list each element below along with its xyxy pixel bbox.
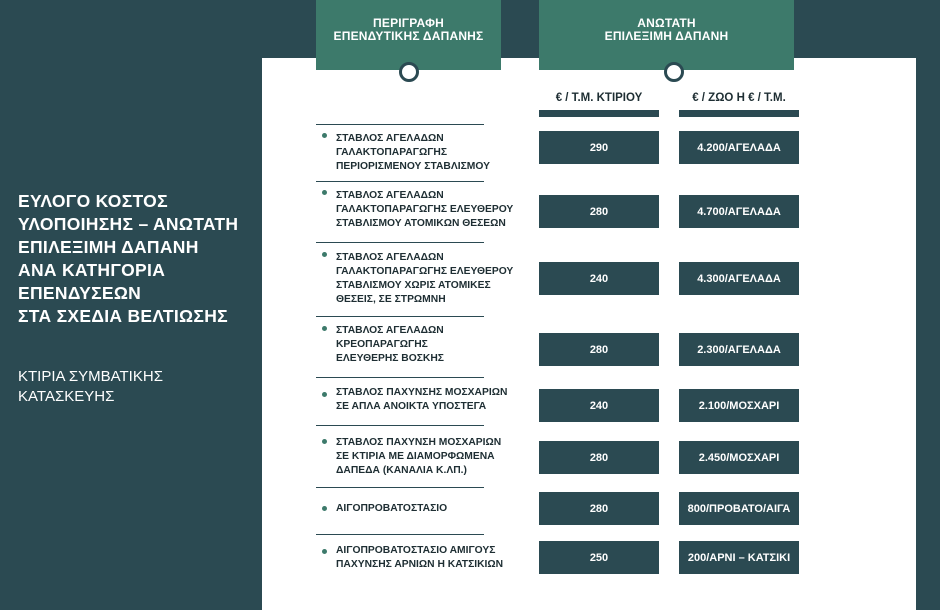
value-per-sqm: 280: [539, 441, 659, 474]
value-per-animal: 2.300/ΑΓΕΛΑΔΑ: [679, 333, 799, 366]
row-description: [316, 489, 506, 529]
value-per-sqm: 240: [539, 389, 659, 422]
header-knob-right-icon: [664, 62, 684, 82]
title-line: ΕΠΕΝΔΥΣΕΩΝ: [18, 283, 142, 303]
column-header-per-sqm: € / Τ.Μ. ΚΤΙΡΙΟΥ: [555, 92, 643, 104]
column-header-per-animal: € / ΖΩΟ Η € / Τ.Μ.: [692, 92, 786, 104]
value-per-sqm: 290: [539, 131, 659, 164]
row-description: [316, 318, 506, 372]
desc-line: ΣΤΑΒΛΟΣ ΑΓΕΛΑΔΩΝ: [336, 252, 444, 263]
page-title: [18, 190, 258, 328]
title-line: ΑΝΑ ΚΑΤΗΓΟΡΙΑ: [18, 260, 166, 280]
value-per-animal: 4.200/ΑΓΕΛΑΔΑ: [679, 131, 799, 164]
value-per-sqm: 240: [539, 262, 659, 295]
row-separator: [316, 242, 484, 243]
column-divider: [539, 110, 659, 117]
value-per-animal: 200/ΑΡΝΙ – ΚΑΤΣΙΚΙ: [679, 541, 799, 574]
row-separator: [316, 377, 484, 378]
row-separator: [316, 124, 484, 125]
value-per-animal: 2.100/ΜΟΣΧΑΡΙ: [679, 389, 799, 422]
row-description: [316, 430, 506, 484]
value-per-animal: 2.450/ΜΟΣΧΑΡΙ: [679, 441, 799, 474]
desc-line: ΣΤΑΒΛΙΣΜΟΥ ΑΤΟΜΙΚΩΝ ΘΕΣΕΩΝ: [336, 218, 506, 229]
desc-line: ΔΑΠΕΔΑ (ΚΑΝΑΛΙΑ Κ.ΛΠ.): [336, 465, 467, 476]
header-description-line-2: ΕΠΕΝΔΥΤΙΚΗΣ ΔΑΠΑΝΗΣ: [333, 29, 484, 43]
desc-line: ΓΑΛΑΚΤΟΠΑΡΑΓΩΓΗΣ ΕΛΕΥΘΕΡΟΥ: [336, 204, 514, 215]
header-knob-left-icon: [399, 62, 419, 82]
title-line: ΣΤΑ ΣΧΕΔΙΑ ΒΕΛΤΙΩΣΗΣ: [18, 306, 228, 326]
value-per-sqm: 280: [539, 492, 659, 525]
value-per-sqm: 280: [539, 195, 659, 228]
subtitle-line: ΚΤΙΡΙΑ ΣΥΜΒΑΤΙΚΗΣ: [18, 368, 163, 385]
subtitle-line: ΚΑΤΑΣΚΕΥΗΣ: [18, 388, 115, 405]
desc-line: ΣΕ ΑΠΛΑ ΑΝΟΙΚΤΑ ΥΠΟΣΤΕΓΑ: [336, 401, 487, 412]
desc-line: ΠΑΧΥΝΣΗΣ ΑΡΝΙΩΝ Η ΚΑΤΣΙΚΙΩΝ: [336, 559, 504, 570]
row-description: [316, 379, 506, 421]
value-per-animal: 800/ΠΡΟΒΑΤΟ/ΑΙΓΑ: [679, 492, 799, 525]
row-separator: [316, 487, 484, 488]
header-max-expense-line-1: ΑΝΩΤΑΤΗ: [637, 16, 696, 30]
row-description: [316, 126, 506, 180]
desc-line: ΣΤΑΒΛΟΣ ΑΓΕΛΑΔΩΝ: [336, 190, 444, 201]
header-description: [316, 0, 501, 70]
desc-line: ΑΙΓΟΠΡΟΒΑΤΟΣΤΑΣΙΟ: [336, 503, 448, 514]
row-description: [316, 183, 514, 237]
row-description: [316, 538, 506, 578]
header-max-expense: [539, 0, 794, 70]
column-divider: [679, 110, 799, 117]
title-line: ΕΠΙΛΕΞΙΜΗ ΔΑΠΑΝΗ: [18, 237, 199, 257]
title-line: ΥΛΟΠΟΙΗΣΗΣ – ΑΝΩΤΑΤΗ: [18, 214, 239, 234]
desc-line: ΣΤΑΒΛΟΣ ΑΓΕΛΑΔΩΝ: [336, 133, 444, 144]
desc-line: ΚΡΕΟΠΑΡΑΓΩΓΗΣ: [336, 339, 428, 350]
desc-line: ΓΑΛΑΚΤΟΠΑΡΑΓΩΓΗΣ: [336, 147, 448, 158]
row-separator: [316, 534, 484, 535]
value-per-animal: 4.700/ΑΓΕΛΑΔΑ: [679, 195, 799, 228]
desc-line: ΘΕΣΕΙΣ, ΣΕ ΣΤΡΩΜΝΗ: [336, 294, 446, 305]
desc-line: ΑΙΓΟΠΡΟΒΑΤΟΣΤΑΣΙΟ ΑΜΙΓΟΥΣ: [336, 545, 496, 556]
desc-line: ΣΤΑΒΛΟΣ ΠΑΧΥΝΣΗΣ ΜΟΣΧΑΡΙΩΝ: [336, 387, 508, 398]
row-separator: [316, 181, 484, 182]
title-line: ΕΥΛΟΓΟ ΚΟΣΤΟΣ: [18, 191, 168, 211]
value-per-sqm: 250: [539, 541, 659, 574]
desc-line: ΣΕ ΚΤΙΡΙΑ ΜΕ ΔΙΑΜΟΡΦΩΜΕΝΑ: [336, 451, 495, 462]
row-description: [316, 244, 514, 314]
desc-line: ΓΑΛΑΚΤΟΠΑΡΑΓΩΓΗΣ ΕΛΕΥΘΕΡΟΥ: [336, 266, 514, 277]
page-subtitle: [18, 367, 258, 407]
desc-line: ΠΕΡΙΟΡΙΣΜΕΝΟΥ ΣΤΑΒΛΙΣΜΟΥ: [336, 161, 490, 172]
row-separator: [316, 316, 484, 317]
desc-line: ΣΤΑΒΛΙΣΜΟΥ ΧΩΡΙΣ ΑΤΟΜΙΚΕΣ: [336, 280, 491, 291]
row-separator: [316, 425, 484, 426]
header-description-line-1: ΠΕΡΙΓΡΑΦΗ: [373, 16, 444, 30]
value-per-sqm: 280: [539, 333, 659, 366]
header-max-expense-line-2: ΕΠΙΛΕΞΙΜΗ ΔΑΠΑΝΗ: [604, 29, 729, 43]
desc-line: ΕΛΕΥΘΕΡΗΣ ΒΟΣΚΗΣ: [336, 353, 444, 364]
desc-line: ΣΤΑΒΛΟΣ ΠΑΧΥΝΣΗ ΜΟΣΧΑΡΙΩΝ: [336, 437, 502, 448]
value-per-animal: 4.300/ΑΓΕΛΑΔΑ: [679, 262, 799, 295]
desc-line: ΣΤΑΒΛΟΣ ΑΓΕΛΑΔΩΝ: [336, 325, 444, 336]
